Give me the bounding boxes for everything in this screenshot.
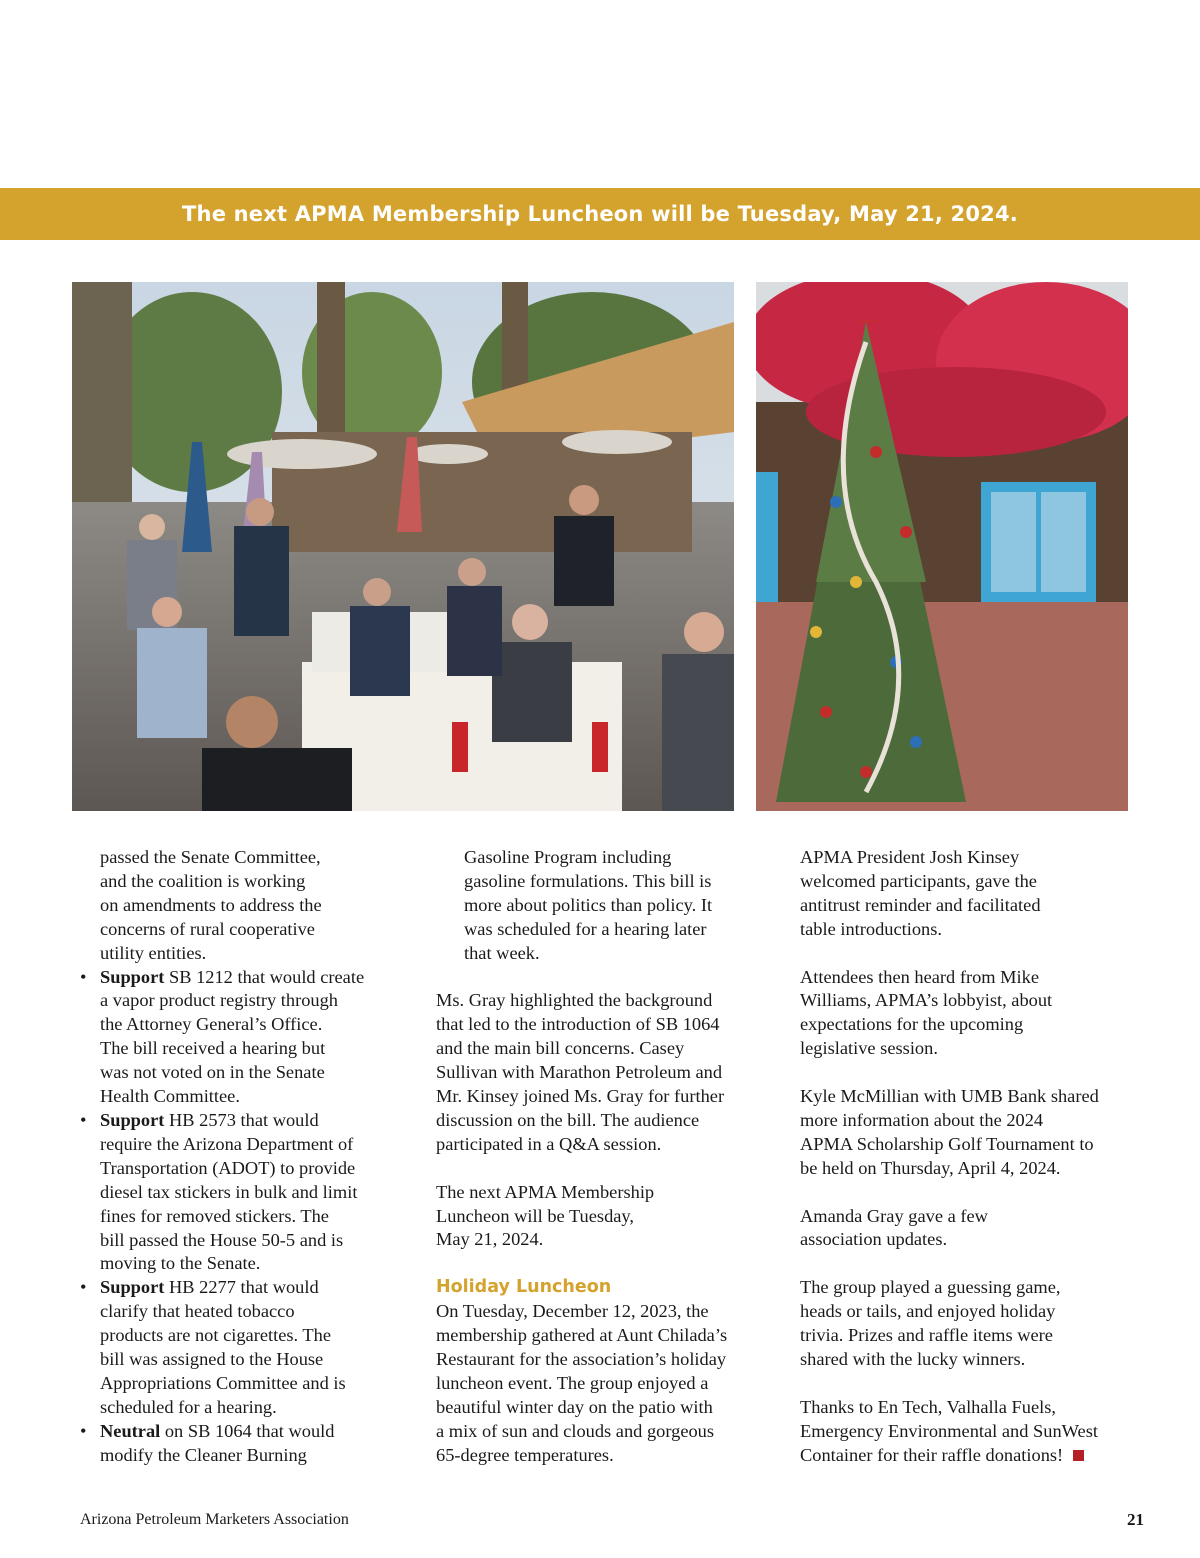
text-line: was not voted on in the Senate — [100, 1062, 325, 1083]
text-line: discussion on the bill. The audience — [436, 1109, 700, 1130]
paragraph — [436, 989, 776, 1156]
column-3 — [800, 846, 1140, 1467]
text-line: diesel tax stickers in bulk and limit — [100, 1181, 358, 1202]
text-line: gasoline formulations. This bill is — [464, 870, 712, 891]
text-line: Health Committee. — [100, 1086, 240, 1107]
text-line: The group played a guessing game, — [800, 1277, 1061, 1298]
end-of-article-icon — [1073, 1450, 1084, 1461]
list-item — [80, 1109, 420, 1276]
text-line: that led to the introduction of SB 1064 — [436, 1014, 720, 1035]
text-line: modify the Cleaner Burning — [100, 1444, 307, 1465]
stance-label: Support — [100, 966, 165, 987]
text-line: was scheduled for a hearing later — [464, 918, 707, 939]
christmas-tree-image — [756, 282, 1128, 811]
text-line: the Attorney General’s Office. — [100, 1014, 323, 1035]
text-line: utility entities. — [100, 942, 207, 963]
text-line: more information about the 2024 — [800, 1109, 1044, 1130]
text-line: antitrust reminder and facilitated — [800, 894, 1041, 915]
text-line: on amendments to address the — [100, 894, 322, 915]
text-line: expectations for the upcoming — [800, 1014, 1024, 1035]
text-line: Kyle McMillian with UMB Bank shared — [800, 1086, 1099, 1107]
text-line: a vapor product registry through — [100, 990, 338, 1011]
stance-label: Support — [100, 1109, 165, 1130]
text-line: Sullivan with Marathon Petroleum and — [436, 1062, 723, 1083]
footer-organization: Arizona Petroleum Marketers Association — [80, 1511, 349, 1528]
text-line: heads or tails, and enjoyed holiday — [800, 1301, 1056, 1322]
text-line: APMA President Josh Kinsey — [800, 847, 1020, 867]
text-line: association updates. — [800, 1229, 948, 1250]
text-line: fines for removed stickers. The — [100, 1205, 329, 1226]
paragraph — [800, 846, 1140, 942]
stance-label: Neutral — [100, 1420, 161, 1441]
patio-luncheon-photo — [72, 282, 734, 811]
text-line: and the main bill concerns. Casey — [436, 1038, 685, 1059]
text-line: welcomed participants, gave the — [800, 870, 1037, 891]
text-line: Appropriations Committee and is — [100, 1372, 346, 1393]
text-line: legislative session. — [800, 1038, 938, 1059]
paragraph — [800, 1205, 1140, 1253]
patio-luncheon-image — [72, 282, 734, 811]
text-line: more about politics than policy. It — [464, 894, 713, 915]
bill-position-list — [80, 966, 420, 1468]
announcement-banner — [0, 188, 1200, 240]
text-line: be held on Thursday, April 4, 2024. — [800, 1157, 1061, 1178]
text-line: APMA Scholarship Golf Tournament to — [800, 1133, 1094, 1154]
paragraph — [436, 1300, 776, 1467]
text-line: Ms. Gray highlighted the background — [436, 990, 713, 1011]
text-line: clarify that heated tobacco — [100, 1301, 295, 1322]
text-line: Emergency Environmental and SunWest — [800, 1420, 1098, 1441]
text-line: HB 2277 that would — [164, 1277, 319, 1298]
text-line: passed the Senate Committee, — [100, 847, 321, 867]
list-item — [80, 1420, 420, 1468]
list-item — [80, 966, 420, 1109]
text-line: and the coalition is working — [100, 870, 306, 891]
text-line: beautiful winter day on the patio with — [436, 1396, 713, 1417]
text-line: Transportation (ADOT) to provide — [100, 1157, 356, 1178]
text-line: require the Arizona Department of — [100, 1133, 354, 1154]
text-line: trivia. Prizes and raffle items were — [800, 1325, 1053, 1346]
text-line: Luncheon will be Tuesday, — [436, 1205, 635, 1226]
text-line: table introductions. — [800, 918, 942, 939]
text-line: concerns of rural cooperative — [100, 918, 315, 939]
continued-paragraph — [436, 846, 776, 966]
paragraph — [800, 1085, 1140, 1181]
paragraph — [800, 1396, 1140, 1468]
list-item — [80, 1276, 420, 1419]
paragraph — [436, 1181, 776, 1253]
text-line: participated in a Q&A session. — [436, 1133, 662, 1154]
text-line: on SB 1064 that would — [160, 1420, 335, 1441]
page-number: 21 — [1127, 1510, 1144, 1529]
text-line: HB 2573 that would — [164, 1109, 319, 1130]
text-line: luncheon event. The group enjoyed a — [436, 1372, 709, 1393]
text-line: that week. — [464, 942, 540, 963]
stance-label: Support — [100, 1277, 165, 1298]
text-line: On Tuesday, December 12, 2023, the — [436, 1301, 709, 1322]
intro-paragraph — [80, 846, 420, 966]
text-line: Attendees then heard from Mike — [800, 966, 1039, 987]
text-line: products are not cigarettes. The — [100, 1325, 331, 1346]
text-line: Container for their raffle donations! — [800, 1444, 1064, 1465]
text-line: bill was assigned to the House — [100, 1349, 324, 1370]
text-line: Mr. Kinsey joined Ms. Gray for further — [436, 1086, 725, 1107]
banner-text: The next APMA Membership Luncheon will be Tuesday, May 21, 2024. — [182, 202, 1018, 226]
text-line: bill passed the House 50-5 and is — [100, 1229, 344, 1250]
text-line: SB 1212 that would create — [164, 966, 365, 987]
text-line: moving to the Senate. — [100, 1253, 261, 1274]
text-line: Gasoline Program including — [464, 847, 672, 867]
text-line: The bill received a hearing but — [100, 1038, 326, 1059]
text-line: Restaurant for the association’s holiday — [436, 1348, 727, 1369]
text-line: scheduled for a hearing. — [100, 1396, 277, 1417]
text-line: shared with the lucky winners. — [800, 1348, 1026, 1369]
column-1 — [80, 846, 420, 1468]
paragraph — [800, 966, 1140, 1062]
text-line: Thanks to En Tech, Valhalla Fuels, — [800, 1396, 1056, 1417]
text-line: Williams, APMA’s lobbyist, about — [800, 990, 1053, 1011]
text-line: 65-degree temperatures. — [436, 1444, 614, 1465]
text-line: Amanda Gray gave a few — [800, 1205, 988, 1226]
text-line: May 21, 2024. — [436, 1229, 544, 1250]
column-2 — [436, 846, 776, 1468]
section-heading: Holiday Luncheon — [436, 1277, 612, 1298]
paragraph — [800, 1276, 1140, 1372]
text-line: The next APMA Membership — [436, 1181, 655, 1202]
christmas-tree-photo — [756, 282, 1128, 811]
text-line: a mix of sun and clouds and gorgeous — [436, 1420, 715, 1441]
text-line: membership gathered at Aunt Chilada’s — [436, 1325, 728, 1346]
